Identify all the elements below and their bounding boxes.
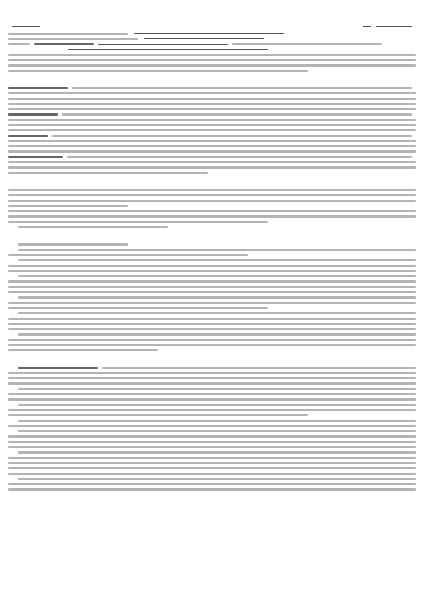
- contract-page: [8, 4, 416, 596]
- section-heading-3: [8, 235, 416, 240]
- section-3-paragraph: [8, 242, 416, 353]
- section-heading-1: [8, 78, 416, 83]
- date-field: [363, 21, 412, 28]
- section-heading-2: [8, 180, 416, 185]
- section-4-paragraph: [8, 365, 416, 492]
- section-heading-4: [8, 358, 416, 363]
- section-2-paragraph: [8, 187, 416, 229]
- place-date-line: [12, 21, 412, 28]
- place-field: [12, 21, 40, 28]
- section-1-paragraph: [8, 85, 416, 175]
- document-subtitle: [8, 12, 416, 17]
- preamble-paragraph: [8, 31, 416, 73]
